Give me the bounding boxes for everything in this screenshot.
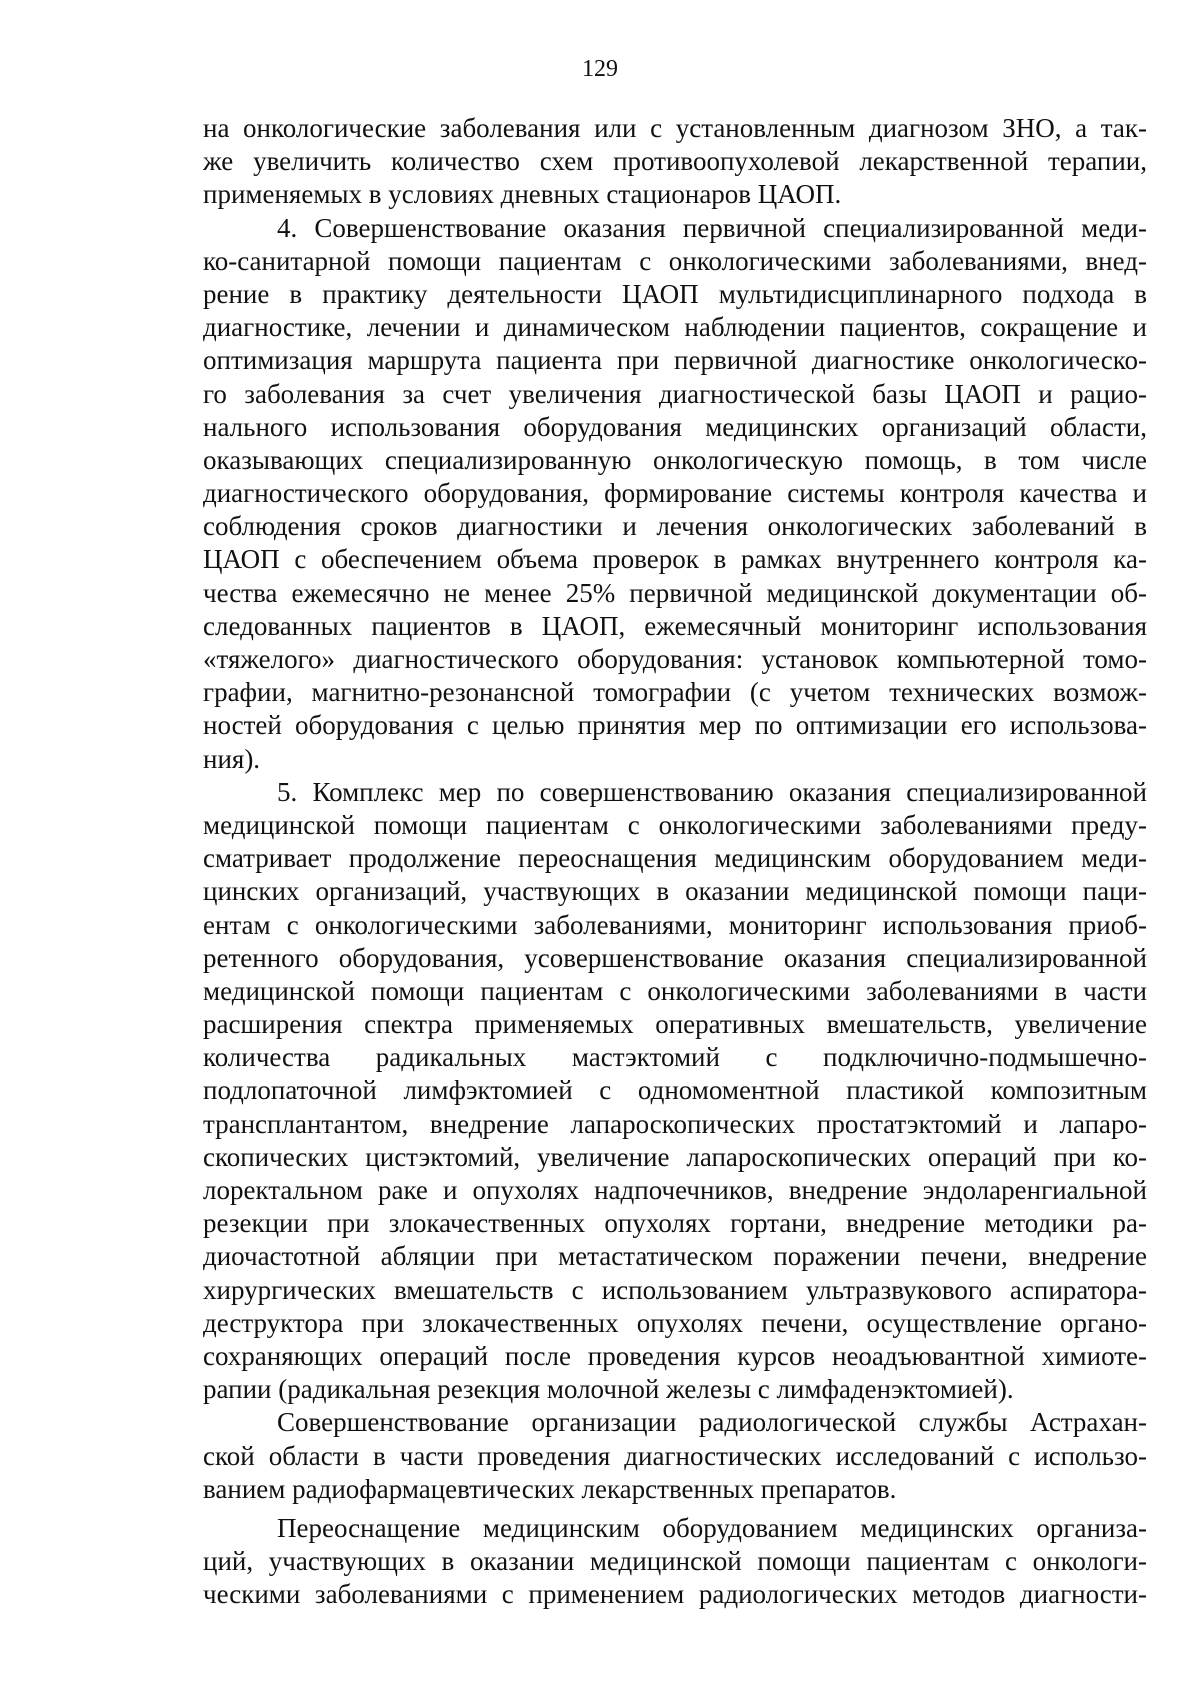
- text-line: трансплантантом, внедрение лапароскопических простатэктомий и лапаро-: [203, 1108, 1147, 1139]
- text-line: оптимизация маршрута пациента при первичной диагностике онкологическо-: [203, 345, 1147, 376]
- text-line: Совершенствование организации радиологической службы Астрахан-: [277, 1407, 1147, 1438]
- text-line: расширения спектра применяемых оперативных вмешательств, увеличение: [203, 1009, 1147, 1040]
- text-line: ретенного оборудования, усовершенствование оказания специализированной: [203, 942, 1147, 973]
- text-line: ко-санитарной помощи пациентам с онкологическими заболеваниями, внед-: [203, 245, 1147, 276]
- text-line: деструктора при злокачественных опухолях печени, осуществление органо-: [203, 1307, 1147, 1338]
- text-line: чества ежемесячно не менее 25% первичной медицинской документации об-: [203, 577, 1147, 608]
- text-line: ций, участвующих в оказании медицинской помощи пациентам с онкологи-: [203, 1546, 1147, 1577]
- text-line: Переоснащение медицинским оборудованием медицинских организа-: [277, 1512, 1147, 1543]
- text-line: применяемых в условиях дневных стационаров ЦАОП.: [203, 179, 842, 210]
- text-line: диагностического оборудования, формирование системы контроля качества и: [203, 478, 1147, 509]
- text-line: следованных пациентов в ЦАОП, ежемесячный мониторинг использования: [203, 610, 1147, 641]
- text-line: цинских организаций, участвующих в оказании медицинской помощи паци-: [203, 876, 1147, 907]
- text-line: ентам с онкологическими заболеваниями, мониторинг использования приоб-: [203, 909, 1147, 940]
- text-line: 5. Комплекс мер по совершенствованию оказания специализированной: [277, 776, 1147, 807]
- paragraph-continuation: [203, 112, 1147, 212]
- text-line: скопических цистэктомий, увеличение лапароскопических операций при ко-: [203, 1141, 1147, 1172]
- text-line: рение в практику деятельности ЦАОП мультидисциплинарного подхода в: [203, 278, 1147, 309]
- document-body: [203, 112, 1147, 1611]
- text-line: резекции при злокачественных опухолях гортани, внедрение методики ра-: [203, 1208, 1147, 1239]
- text-line: диагностике, лечении и динамическом наблюдении пациентов, сокращение и: [203, 312, 1147, 343]
- text-line: графии, магнитно-резонансной томографии (с учетом технических возмож-: [203, 677, 1147, 708]
- text-line: го заболевания за счет увеличения диагностической базы ЦАОП и рацио-: [203, 378, 1147, 409]
- text-line: сматривает продолжение переоснащения медицинским оборудованием меди-: [203, 843, 1147, 874]
- text-line: 4. Совершенствование оказания первичной специализированной меди-: [277, 212, 1147, 243]
- text-line: соблюдения сроков диагностики и лечения онкологических заболеваний в: [203, 511, 1147, 542]
- text-line: количества радикальных мастэктомий с подключично-подмышечно-: [203, 1042, 1147, 1073]
- text-line: ния).: [203, 743, 261, 774]
- text-line: сохраняющих операций после проведения курсов неоадъювантной химиоте-: [203, 1340, 1147, 1371]
- text-line: ЦАОП с обеспечением объема проверок в рамках внутреннего контроля ка-: [203, 544, 1147, 575]
- text-line: хирургических вмешательств с использованием ультразвукового аспиратора-: [203, 1274, 1147, 1305]
- text-line: ческими заболеваниями с применением радиологических методов диагности-: [203, 1579, 1147, 1610]
- text-line: подлопаточной лимфэктомией с одномоментной пластикой композитным: [203, 1075, 1147, 1106]
- text-line: лоректальном раке и опухолях надпочечников, внедрение эндоларенгиальной: [203, 1175, 1147, 1205]
- text-line: медицинской помощи пациентам с онкологическими заболеваниями преду-: [203, 809, 1147, 840]
- text-line: «тяжелого» диагностического оборудования: установок компьютерной томо-: [203, 644, 1147, 674]
- text-line: диочастотной абляции при метастатическом поражении печени, внедрение: [203, 1241, 1147, 1272]
- text-line: медицинской помощи пациентам с онкологическими заболеваниями в части: [203, 975, 1147, 1006]
- page-number: 129: [582, 56, 618, 82]
- paragraph-item-5: [203, 776, 1147, 1407]
- paragraph-item-4: [203, 212, 1147, 776]
- text-line: на онкологические заболевания или с установленным диагнозом ЗНО, а так-: [203, 113, 1147, 143]
- text-line: ностей оборудования с целью принятия мер по оптимизации его использова-: [203, 710, 1147, 741]
- text-line: рапии (радикальная резекция молочной железы с лимфаденэктомией).: [203, 1374, 1014, 1405]
- text-line: ской области в части проведения диагностических исследований с использо-: [203, 1440, 1147, 1471]
- paragraph-reequipment: [203, 1512, 1147, 1612]
- text-line: же увеличить количество схем противоопухолевой лекарственной терапии,: [203, 146, 1147, 177]
- paragraph-radiology-service: [203, 1406, 1147, 1506]
- text-line: нального использования оборудования медицинских организаций области,: [203, 411, 1147, 442]
- text-line: ванием радиофармацевтических лекарственных препаратов.: [203, 1473, 897, 1504]
- text-line: оказывающих специализированную онкологическую помощь, в том числе: [203, 444, 1147, 475]
